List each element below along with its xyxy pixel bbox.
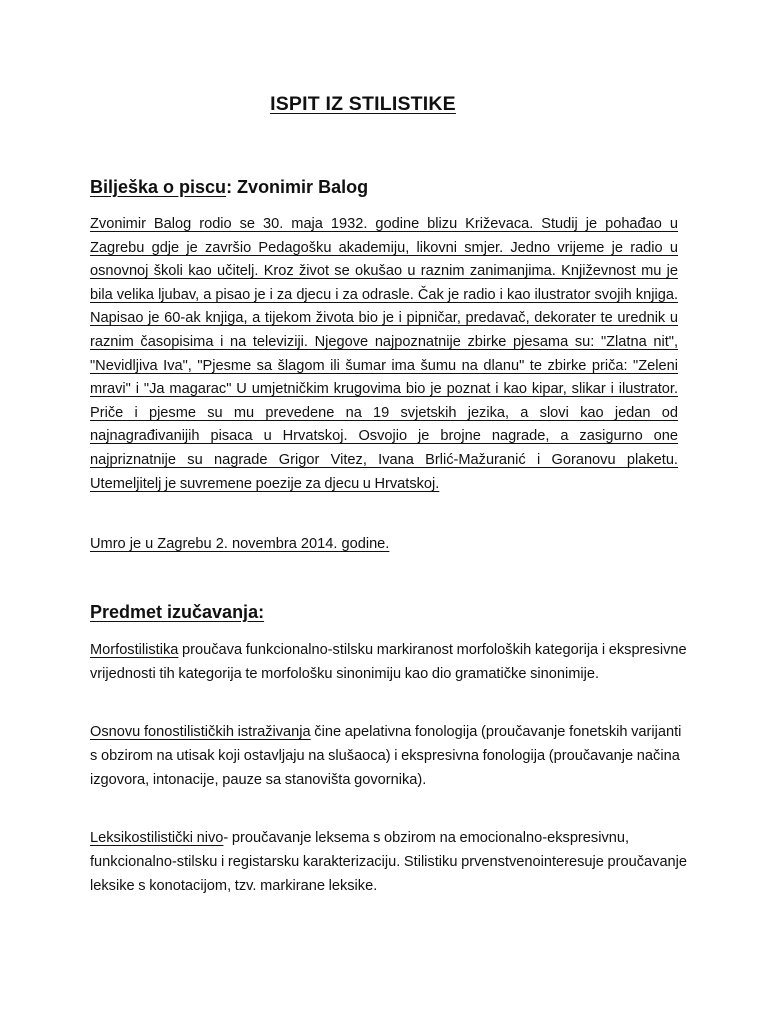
- bio-heading: [90, 177, 368, 198]
- fonostilistika-term: Osnovu fonostilističkih istraživanja: [90, 724, 311, 740]
- leksikostilistika-term: Leksikostilistički nivo: [90, 830, 224, 846]
- morfostilistika-paragraph: [90, 638, 690, 686]
- fonostilistika-text: čine apelativna fonologija (proučavanje fonetskih varijanti s obzirom na utisak koji ostavljaju na slušaoca) i ekspresivna fonologija (proučavanje načina izgovora, intonacije, pauze sa stanovišta govornika).: [90, 724, 682, 788]
- death-paragraph: Umro je u Zagrebu 2. novembra 2014. godine.: [90, 536, 390, 552]
- bio-heading-rest: : Zvonimir Balog: [226, 177, 369, 197]
- bio-paragraph: Zvonimir Balog rodio se 30. maja 1932. godine blizu Križevaca. Studij je pohađao u Zagrebu gdje je završio Pedagošku akademiju, likovni smjer. Jedno vrijeme je radio u osnovnoj školi kao učitelj. Kroz život se okušao u raznim zanimanjima. Književnost mu je bila velika ljubav, a pisao je i za djecu i za odrasle. Čak je radio i kao ilustrator svojih knjiga. Napisao je 60-ak knjiga, a tijekom života bio je i pipničar, predavač, dekorater te urednik u raznim časopisima i na televiziji. Njegove najpoznatnije zbirke pjesama su: "Zlatna nit", "Nevidljiva Iva", "Pjesme sa šlagom ili šumar ima šumu na dlanu" te zbirke priča: "Zeleni mravi" i "Ja magarac" U umjetničkim krugovima bio je poznat i kao kipar, slikar i ilustrator. Priče i pjesme su mu prevedene na 19 svjetskih jezika, a slovi kao jedan od najnagrađivanijih pisaca u Hrvatskoj. Osvojio je brojne nagrade, a zasigurno one najpriznatnije su nagrade Grigor Vitez, Ivana Brlić-Mažuranić i Goranovu plaketu. Utemeljitelj je suvremene poezije za djecu u Hrvatskoj.: [90, 216, 678, 492]
- document-title: ISPIT IZ STILISTIKE: [270, 93, 456, 115]
- fonostilistika-paragraph: [90, 720, 690, 792]
- leksikostilistika-text: - proučavanje leksema s obzirom na emocionalno-ekspresivnu, funkcionalno-stilsku i registarsku karakterizaciju. Stilistiku prvenstvenointeresuje proučavanje leksike s konotacijom, tzv. markirane leksike.: [90, 830, 688, 894]
- subject-heading: Predmet izučavanja:: [90, 602, 265, 622]
- morfostilistika-text: proučava funkcionalno-stilsku markiranost morfoloških kategorija i ekspresivne vrijednosti tih kategorija te morfološku sinonimiju kao dio gramatičke sinonimije.: [90, 642, 687, 682]
- leksikostilistika-paragraph: [90, 826, 690, 898]
- bio-heading-label: Bilješka o piscu: [90, 177, 227, 197]
- morfostilistika-term: Morfostilistika: [90, 642, 179, 658]
